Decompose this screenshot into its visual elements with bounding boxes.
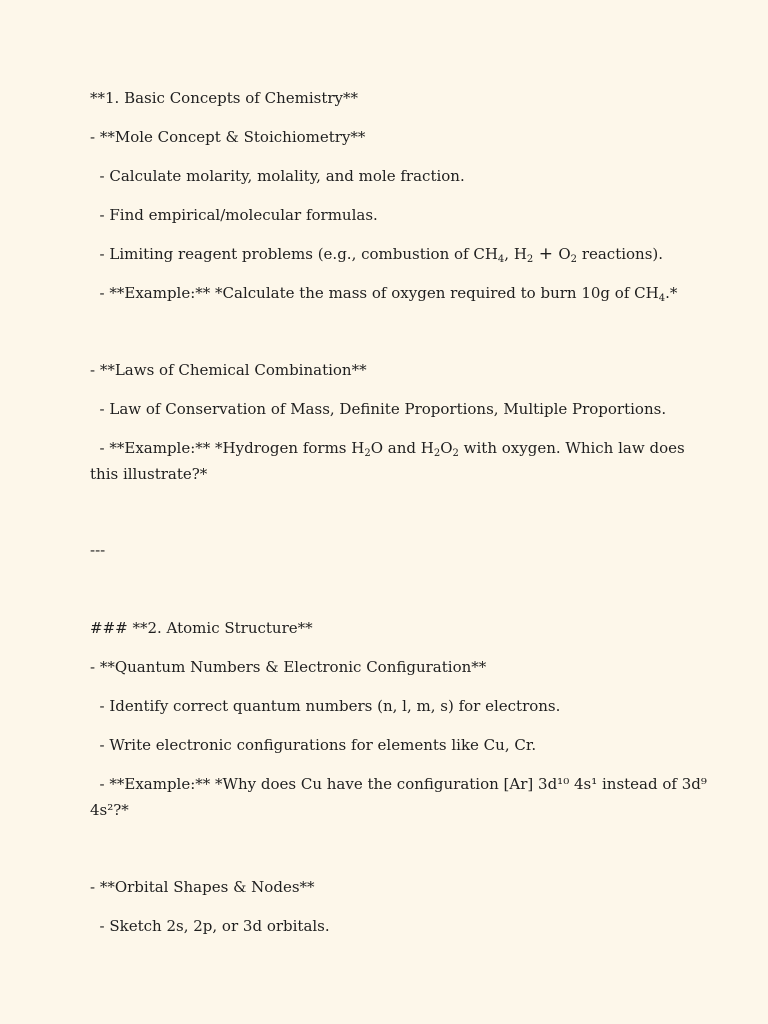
list-item-formulas: - Find empirical/molecular formulas.	[90, 206, 378, 224]
example-hydrogen-oxygen-continuation: this illustrate?*	[90, 465, 208, 483]
heading-atomic-structure: ### **2. Atomic Structure**	[90, 619, 313, 637]
example-hydrogen-oxygen: - **Example:** *Hydrogen forms $H_2O$ and $H_2O_2$ with oxygen. Which law does	[90, 439, 685, 459]
section-separator: ---	[90, 541, 106, 559]
example-oxygen-mass: - **Example:** *Calculate the mass of oxygen required to burn 10g of $CH_4.*$	[90, 284, 678, 304]
list-item-molarity: - Calculate molarity, molality, and mole fraction.	[90, 167, 465, 185]
list-item-quantum-numbers: - Identify correct quantum numbers (n, l, m, s) for electrons.	[90, 697, 561, 715]
section-title-laws: - **Laws of Chemical Combination**	[90, 361, 367, 379]
list-item-electronic-config: - Write electronic configurations for elements like Cu, Cr.	[90, 736, 537, 754]
section-title-quantum-numbers: - **Quantum Numbers & Electronic Configuration**	[90, 658, 487, 676]
example-cu-configuration-continuation: 4s²?*	[90, 801, 129, 819]
list-item-conservation-laws: - Law of Conservation of Mass, Definite Proportions, Multiple Proportions.	[90, 400, 667, 418]
example-cu-configuration: - **Example:** *Why does Cu have the configuration [Ar] 3d¹⁰ 4s¹ instead of 3d⁹	[90, 775, 707, 793]
list-item-limiting-reagent: - Limiting reagent problems (e.g., combustion of $CH_4$, $H_2 + O_2$ reactions).	[90, 244, 664, 265]
section-title-mole-concept: - **Mole Concept & Stoichiometry**	[90, 128, 366, 146]
section-title-orbital-shapes: - **Orbital Shapes & Nodes**	[90, 878, 315, 896]
heading-basic-concepts: **1. Basic Concepts of Chemistry**	[90, 89, 359, 107]
list-item-sketch-orbitals: - Sketch 2s, 2p, or 3d orbitals.	[90, 917, 330, 935]
